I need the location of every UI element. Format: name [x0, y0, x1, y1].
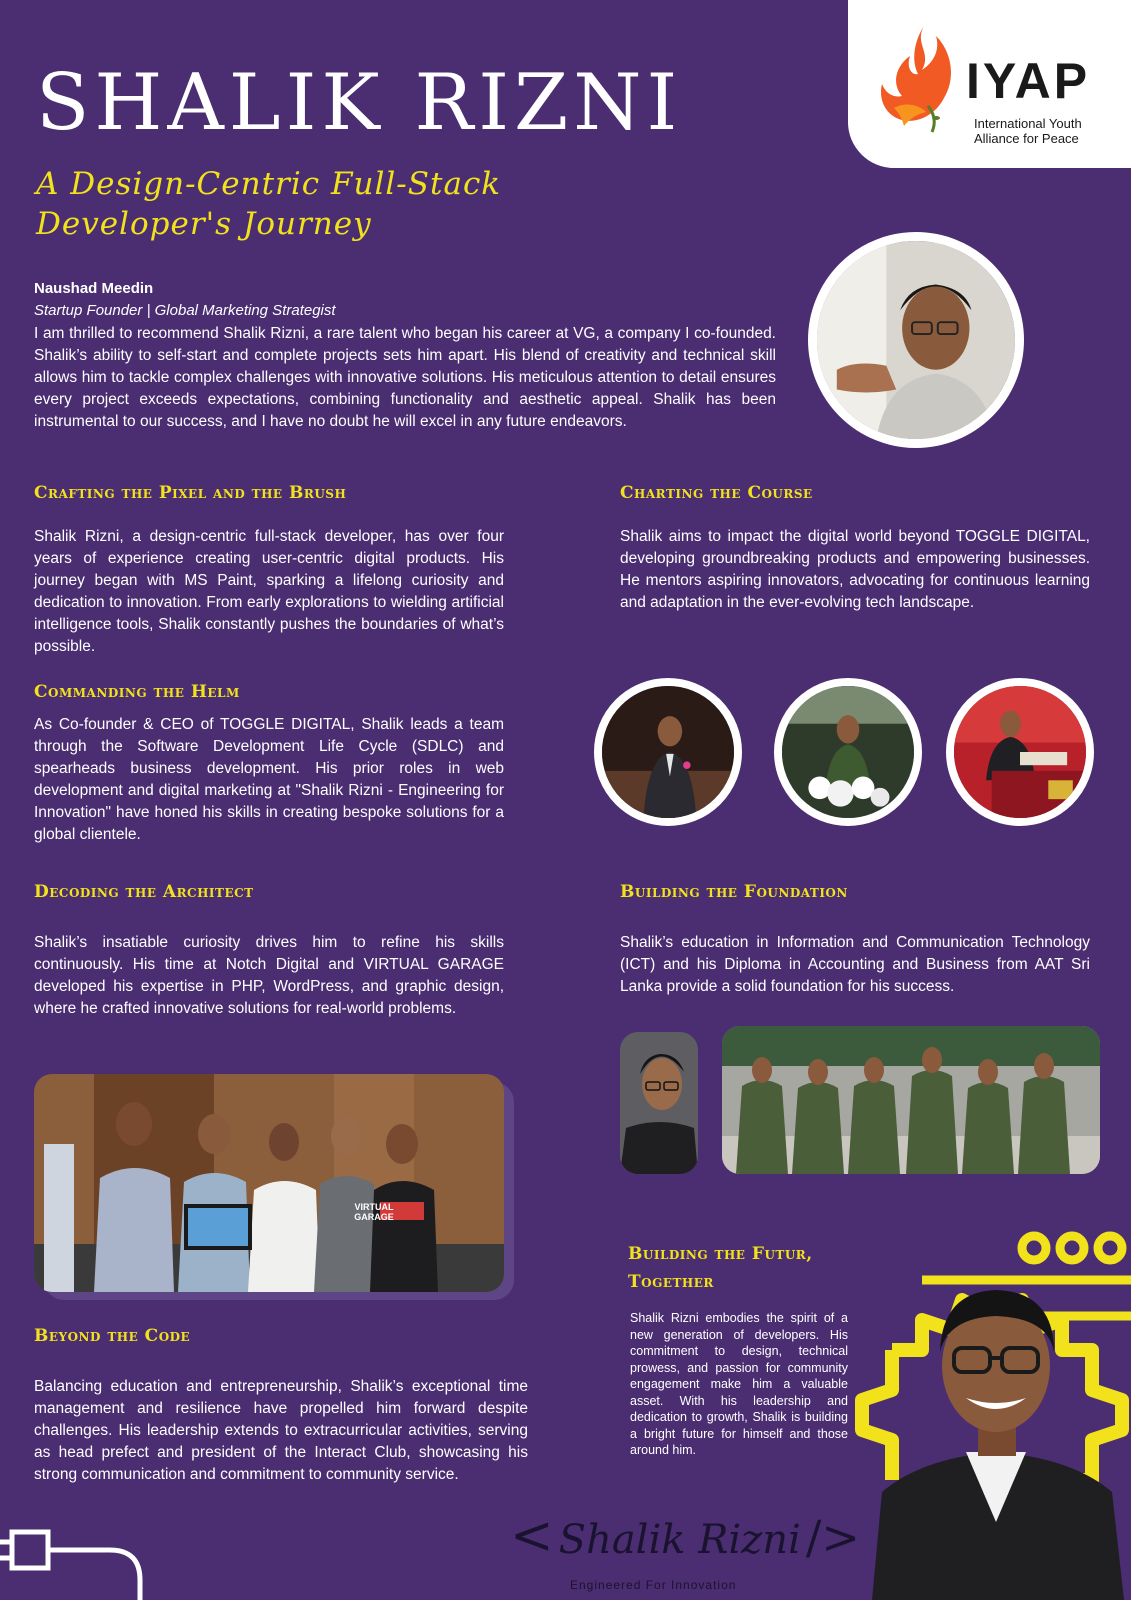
- signature: [510, 1506, 860, 1566]
- signature-name: Shalik Rizni: [558, 1517, 801, 1563]
- flame-dove-icon: [874, 22, 960, 138]
- event-photo-3: [946, 678, 1094, 826]
- heading-future-line1: Building the Futur,: [628, 1244, 813, 1264]
- text-future: Shalik Rizni embodies the spirit of a new generation of developers. His commitment to design, technical prowess, and passion for community engagement make him a valuable asset. With his leadership and dedication to growth, Shalik is building a bright future for himself and those around him.: [630, 1311, 848, 1457]
- event-photo-1: [594, 678, 742, 826]
- recommender-name: Naushad Meedin: [34, 280, 154, 297]
- signature-tagline: Engineered For Innovation: [570, 1578, 737, 1592]
- bottom-portrait: [862, 1262, 1131, 1600]
- logo-name: IYAP: [966, 53, 1091, 109]
- recommender-role: Startup Founder | Global Marketing Strategist: [34, 302, 336, 319]
- signature-left-bracket: <: [510, 1506, 554, 1566]
- recommendation-text: I am thrilled to recommend Shalik Rizni, a rare talent who began his career at VG, a company I co-founded. Shalik’s ability to self-start and complete projects sets him apart. His blend of creativity and technical skill allows him to tackle complex challenges with innovative solutions. His meticulous attention to detail ensures every project exceeds expectations, combining functionality and aesthetic appeal. Shalik has been instrumental to our success, and I have no doubt he will excel in any future endeavors.: [34, 325, 776, 430]
- group-photo: [34, 1074, 504, 1292]
- heading-beyond: Beyond the Code: [34, 1326, 191, 1346]
- plug-icon: [0, 1510, 150, 1600]
- heading-commanding: Commanding the Helm: [34, 682, 240, 702]
- text-charting: Shalik aims to impact the digital world beyond TOGGLE DIGITAL, developing groundbreaking products and empowering businesses. He mentors aspiring innovators, advocating for continuous learning and adaptation in the ever-evolving tech landscape.: [620, 528, 1090, 611]
- text-foundation: Shalik’s education in Information and Communication Technology (ICT) and his Diploma in Accounting and Business from AAT Sri Lanka provide a solid foundation for his success.: [620, 934, 1090, 995]
- text-commanding: As Co-founder & CEO of TOGGLE DIGITAL, Shalik leads a team through the Software Development Life Cycle (SDLC) and spearheads business development. His prior roles in web development and digital marketing at "Shalik Rizni - Engineering for Innovation" have honed his skills in creating bespoke solutions for a global clientele.: [34, 716, 504, 843]
- education-photo-2: [722, 1026, 1100, 1174]
- heading-future-line2: Together: [628, 1272, 714, 1292]
- signature-right-bracket: />: [805, 1510, 860, 1564]
- shirt-text: VIRTUAL GARAGE: [354, 1202, 394, 1222]
- heading-crafting: Crafting the Pixel and the Brush: [34, 483, 347, 503]
- heading-foundation: Building the Foundation: [620, 882, 848, 902]
- text-decoding: Shalik’s insatiable curiosity drives him to refine his skills continuously. His time at Notch Digital and VIRTUAL GARAGE developed his expertise in PHP, WordPress, and graphic design, where he crafted innovative solutions for real-world problems.: [34, 934, 504, 1017]
- heading-decoding: Decoding the Architect: [34, 882, 254, 902]
- page-subtitle: A Design-Centric Full-Stack Developer's Journey: [36, 166, 502, 242]
- education-photo-1: [620, 1032, 698, 1174]
- iyap-logo: [848, 0, 1131, 168]
- logo-tagline: International Youth Alliance for Peace: [974, 116, 1082, 146]
- page-title: SHALIK RIZNI: [36, 58, 683, 148]
- text-beyond: Balancing education and entrepreneurship, Shalik’s exceptional time management and resilience have propelled him forward despite challenges. His leadership extends to extracurricular activities, serving as head prefect and president of the Interact Club, showcasing his strong communication and commitment to community service.: [34, 1378, 528, 1483]
- heading-charting: Charting the Course: [620, 483, 813, 503]
- text-crafting: Shalik Rizni, a design-centric full-stack developer, has over four years of experience creating user-centric digital products. His journey began with MS Paint, sparking a lifelong curiosity and dedication to innovation. From early explorations to wielding artificial intelligence tools, Shalik constantly pushes the boundaries of what’s possible.: [34, 528, 504, 655]
- portrait-photo: [808, 232, 1024, 448]
- event-photo-2: [774, 678, 922, 826]
- portrait-image: [817, 241, 1015, 439]
